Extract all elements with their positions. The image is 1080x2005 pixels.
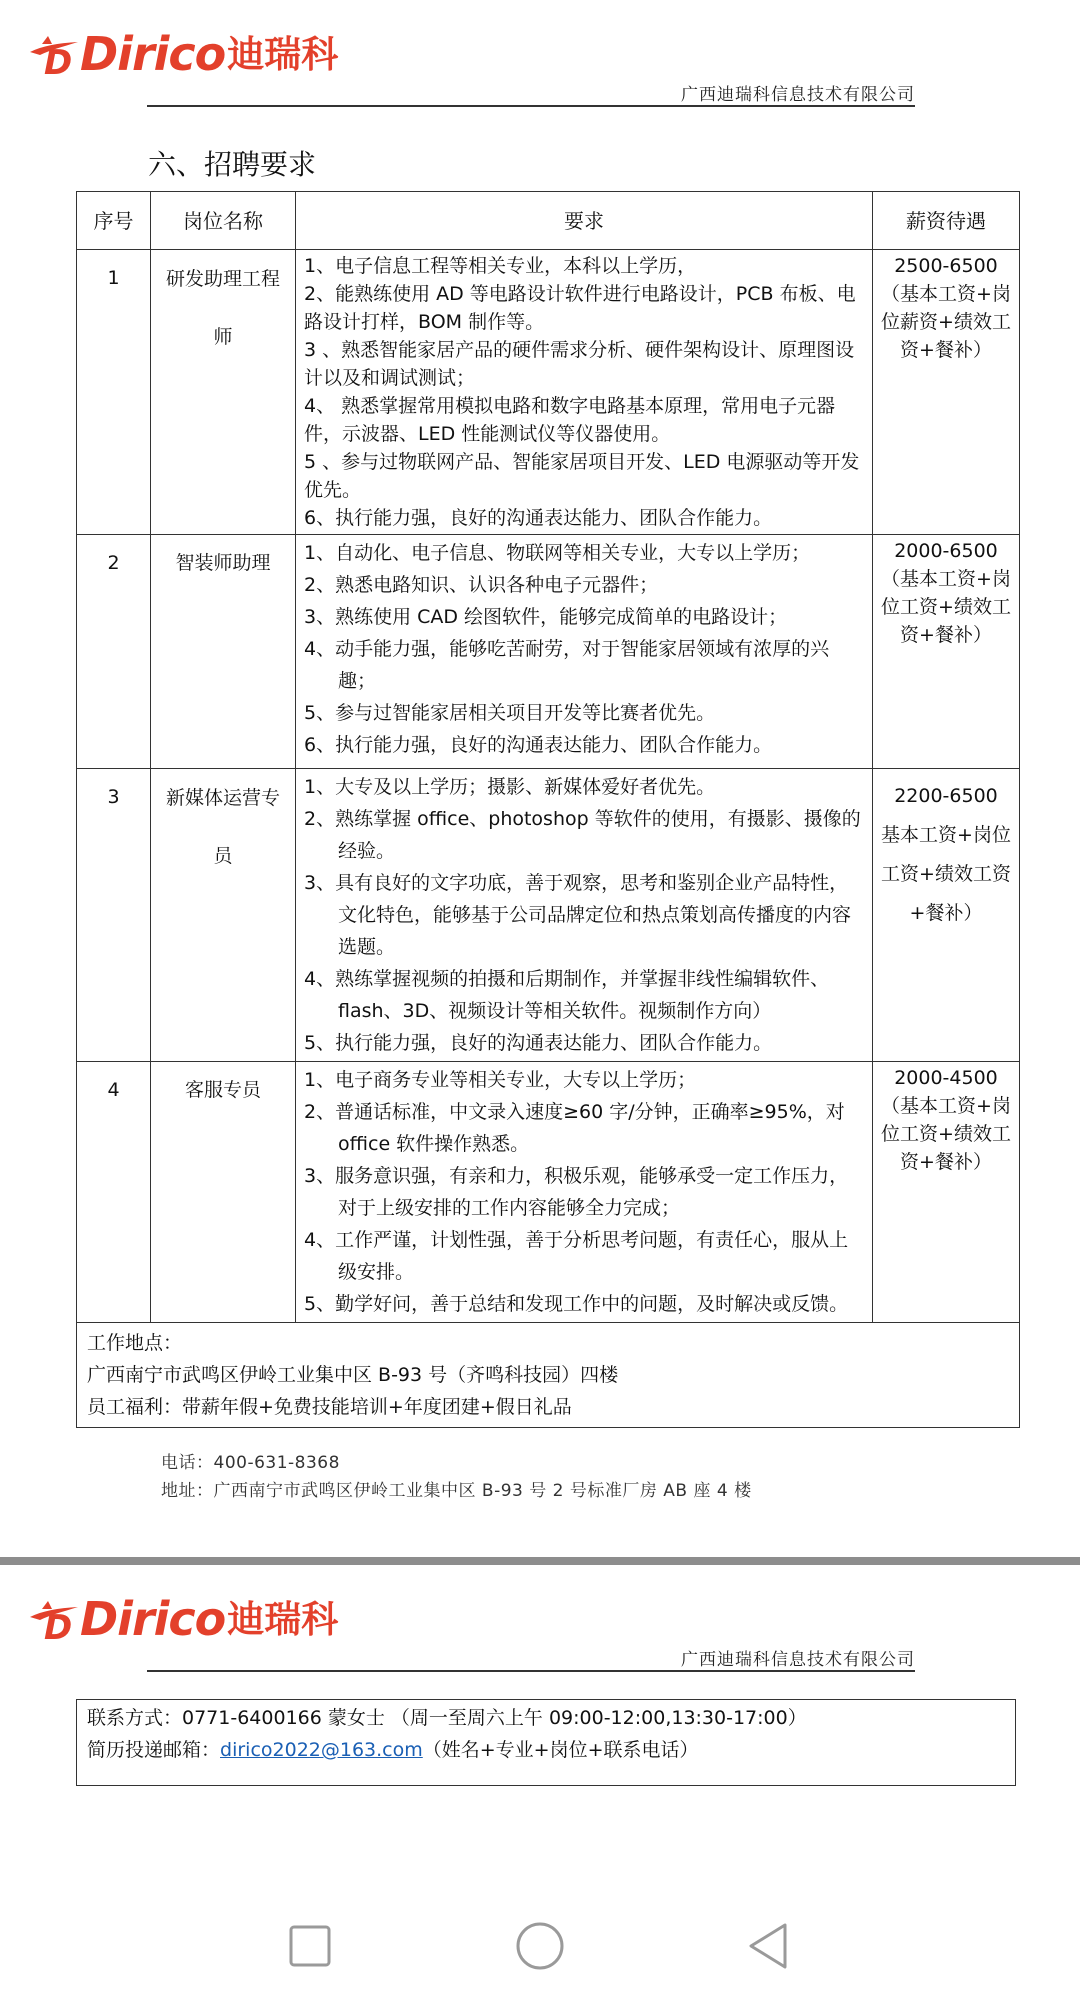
position-name-line: 师 [213, 326, 233, 348]
salary-range: 2000-6500 [894, 540, 998, 562]
contact-line: 联系方式：0771-6400166 蒙女士 （周一至周六上午 09:00-12:00,13:30-17:00） [87, 1707, 807, 1729]
work-location: 广西南宁市武鸣区伊岭工业集中区 B-93 号（齐鸣科技园）四楼 [87, 1364, 619, 1386]
back-button[interactable] [738, 1918, 798, 1978]
salary-cell [873, 535, 1020, 769]
email-suffix: （姓名+专业+岗位+联系电话） [422, 1739, 699, 1761]
salary-detail: （基本工资+岗位工资+绩效工资+餐补） [881, 1095, 1011, 1173]
requirement-item: 3 、熟悉智能家居产品的硬件需求分析、硬件架构设计、原理图设计以及和调试测试； [304, 339, 855, 389]
table-row [77, 250, 1020, 535]
position-name-line: 员 [213, 845, 233, 867]
position-name-line: 新媒体运营专 [165, 787, 280, 809]
requirements-cell [296, 535, 873, 769]
contact-info-box [76, 1699, 1016, 1786]
position-name [151, 535, 296, 769]
table-row [77, 769, 1020, 1062]
requirement-item: 3、熟练使用 CAD 绘图软件，能够完成简单的电路设计； [304, 606, 788, 628]
recent-apps-button[interactable] [280, 1918, 340, 1978]
requirement-item: 4、熟练掌握视频的拍摄和后期制作，并掌握非线性编辑软件、flash、3D、视频设计等相关软件。视频制作方向） [304, 968, 830, 1022]
svg-text:D: D [44, 1608, 73, 1643]
table-row [77, 1062, 1020, 1323]
company-name: 广西迪瑞科信息技术有限公司 [681, 85, 915, 105]
header-position: 岗位名称 [151, 192, 296, 250]
requirement-item: 2、熟练掌握 office、photoshop 等软件的使用，有摄影、摄像的经验。 [304, 808, 861, 862]
table-header-row [77, 192, 1020, 250]
svg-text:D: D [44, 43, 73, 78]
brand-logo [28, 22, 339, 81]
logo-chinese-text: 迪瑞科 [227, 1598, 339, 1641]
salary-cell [873, 250, 1020, 535]
requirement-item: 1、自动化、电子信息、物联网等相关专业，大专以上学历； [304, 542, 811, 564]
position-name-line: 客服专员 [184, 1079, 261, 1101]
requirement-item: 2、熟悉电路知识、认识各种电子元器件； [304, 574, 659, 596]
recruitment-table [76, 191, 1020, 1428]
company-name: 广西迪瑞科信息技术有限公司 [681, 1650, 915, 1670]
logo-swoosh-icon [28, 1593, 80, 1643]
row-number: 3 [77, 769, 151, 1062]
position-name [151, 769, 296, 1062]
table-row [77, 535, 1020, 769]
position-name-line: 研发助理工程 [165, 268, 280, 290]
salary-cell [873, 769, 1020, 1062]
system-nav-bar [0, 1900, 1080, 2005]
email-label: 简历投递邮箱： [87, 1739, 221, 1761]
requirement-item: 3、具有良好的文字功底，善于观察，思考和鉴别企业产品特性，文化特色，能够基于公司品牌定位和热点策划高传播度的内容选题。 [304, 872, 852, 958]
page-separator [0, 1557, 1080, 1565]
contact-phone: 电话：400-631-8368 [161, 1453, 340, 1473]
requirement-item: 1、电子商务专业等相关专业，大专以上学历； [304, 1069, 697, 1091]
triangle-back-icon [745, 1921, 791, 1975]
logo-latin-text: Dirico [80, 27, 226, 81]
resume-email-line [87, 1734, 1005, 1766]
header-rule [147, 105, 915, 107]
contact-address: 地址：广西南宁市武鸣区伊岭工业集中区 B-93 号 2 号标准厂房 AB 座 4 楼 [161, 1481, 752, 1501]
email-link[interactable]: dirico2022@163.com [220, 1739, 423, 1761]
section-title: 六、招聘要求 [148, 148, 317, 181]
header-requirements: 要求 [296, 192, 873, 250]
brand-logo [28, 1587, 339, 1646]
salary-range: 2500-6500 [894, 255, 998, 277]
requirement-item: 4、 熟悉掌握常用模拟电路和数字电路基本原理，常用电子元器件，示波器、LED 性能测试仪等仪器使用。 [304, 395, 836, 445]
table-footer-row [77, 1323, 1020, 1428]
logo-latin-text: Dirico [80, 1592, 226, 1646]
salary-range: 2200-6500 [894, 785, 998, 807]
requirement-item: 5、参与过智能家居相关项目开发等比赛者优先。 [304, 702, 716, 724]
salary-range: 2000-4500 [894, 1067, 998, 1089]
logo-chinese-text: 迪瑞科 [227, 33, 339, 76]
employee-benefits: 员工福利：带薪年假+免费技能培训+年度团建+假日礼品 [87, 1396, 572, 1418]
requirement-item: 6、执行能力强，良好的沟通表达能力、团队合作能力。 [304, 507, 773, 529]
salary-detail: （基本工资+岗位工资+绩效工资+餐补） [881, 568, 1011, 646]
position-name [151, 250, 296, 535]
row-number: 4 [77, 1062, 151, 1323]
salary-detail: 基本工资+岗位工资+绩效工资+餐补） [881, 824, 1011, 924]
requirement-item: 3、服务意识强，有亲和力，积极乐观，能够承受一定工作压力，对于上级安排的工作内容能够全力完成； [304, 1165, 849, 1219]
salary-detail: （基本工资+岗位薪资+绩效工资+餐补） [881, 283, 1011, 361]
requirement-item: 5、勤学好问，善于总结和发现工作中的问题，及时解决或反馈。 [304, 1293, 849, 1315]
requirement-item: 6、执行能力强，良好的沟通表达能力、团队合作能力。 [304, 734, 773, 756]
home-button[interactable] [510, 1918, 570, 1978]
requirement-item: 1、大专及以上学历；摄影、新媒体爱好者优先。 [304, 776, 716, 798]
requirements-cell [296, 769, 873, 1062]
position-name-line: 智装师助理 [175, 552, 271, 574]
requirement-item: 5 、参与过物联网产品、智能家居项目开发、LED 电源驱动等开发优先。 [304, 451, 860, 501]
requirement-item: 4、动手能力强，能够吃苦耐劳，对于智能家居领域有浓厚的兴趣； [304, 638, 830, 692]
footer-cell [77, 1323, 1020, 1428]
requirement-item: 4、工作严谨，计划性强，善于分析思考问题，有责任心，服从上级安排。 [304, 1229, 849, 1283]
row-number: 1 [77, 250, 151, 535]
row-number: 2 [77, 535, 151, 769]
requirements-cell [296, 250, 873, 535]
header-rule [147, 1670, 915, 1672]
position-name [151, 1062, 296, 1323]
logo-swoosh-icon [28, 28, 80, 78]
header-salary: 薪资待遇 [873, 192, 1020, 250]
requirements-cell [296, 1062, 873, 1323]
circle-icon [515, 1921, 565, 1975]
header-no: 序号 [77, 192, 151, 250]
square-icon [288, 1924, 332, 1972]
requirement-item: 2、普通话标准，中文录入速度≥60 字/分钟，正确率≥95%，对 office 软件操作熟悉。 [304, 1101, 845, 1155]
work-location-label: 工作地点： [87, 1332, 183, 1354]
requirement-item: 2、能熟练使用 AD 等电路设计软件进行电路设计，PCB 布板、电路设计打样，BOM 制作等。 [304, 283, 856, 333]
requirement-item: 1、电子信息工程等相关专业，本科以上学历， [304, 255, 697, 277]
requirement-item: 5、执行能力强，良好的沟通表达能力、团队合作能力。 [304, 1032, 773, 1054]
salary-cell [873, 1062, 1020, 1323]
